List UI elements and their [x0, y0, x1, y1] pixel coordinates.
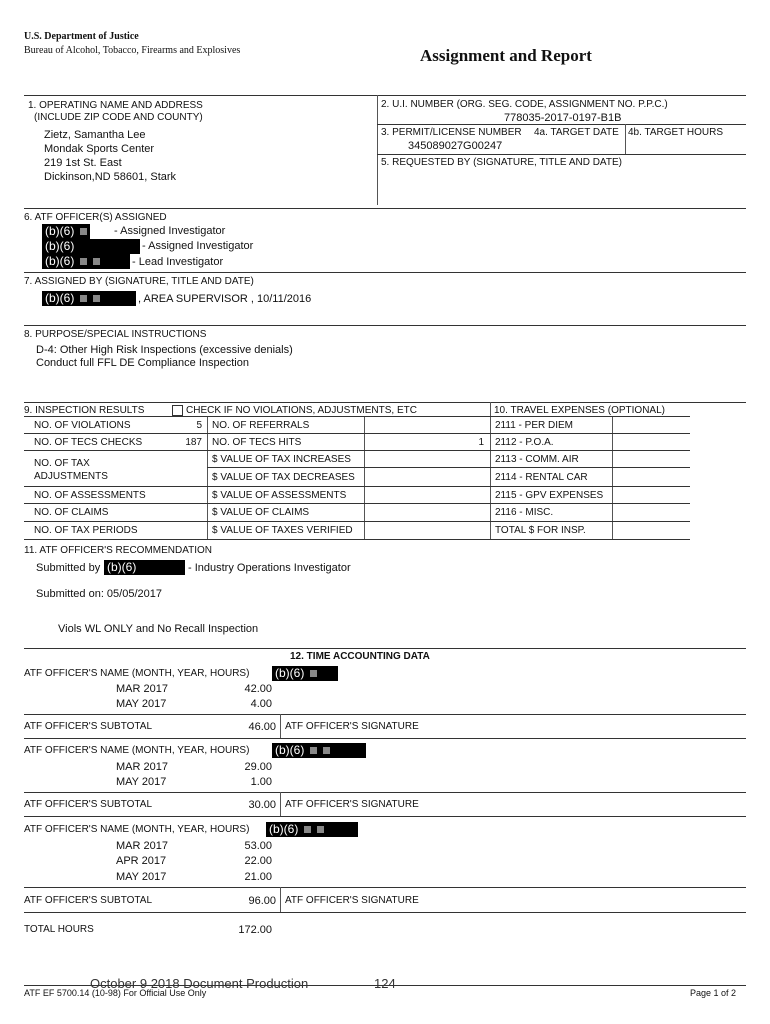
redaction-box: (b)(6)	[42, 224, 90, 239]
check-label: CHECK IF NO VIOLATIONS, ADJUSTMENTS, ETC	[186, 405, 417, 416]
time-month: MAR 2017	[116, 761, 168, 773]
divider	[24, 272, 746, 273]
result-label: $ VALUE OF CLAIMS	[212, 507, 310, 518]
address-line: 219 1st St. East	[44, 157, 122, 169]
divider	[280, 714, 281, 738]
signature-label: ATF OFFICER'S SIGNATURE	[285, 721, 419, 732]
expense-label: TOTAL $ FOR INSP.	[495, 525, 586, 536]
operating-address	[44, 128, 176, 184]
result-label: $ VALUE OF ASSESSMENTS	[212, 490, 347, 501]
s6-label: 6. ATF OFFICER(S) ASSIGNED	[24, 212, 167, 223]
officer-role: - Lead Investigator	[132, 256, 224, 268]
signature-label: ATF OFFICER'S SIGNATURE	[285, 895, 419, 906]
divider	[377, 95, 378, 205]
redaction-box: (b)(6)	[266, 822, 358, 837]
result-label: $ VALUE OF TAXES VERIFIED	[212, 525, 353, 536]
s2-label: 2. U.I. NUMBER (ORG. SEG. CODE, ASSIGNMENT NO. P.P.C.)	[381, 99, 668, 110]
expense-label: 2113 - COMM. AIR	[495, 454, 579, 465]
divider	[24, 912, 746, 913]
form-number: ATF EF 5700.14 (10-98) For Official Use Only	[24, 988, 207, 998]
redaction-box: (b)(6)	[42, 239, 140, 254]
divider	[280, 887, 281, 912]
subtotal-label: ATF OFFICER'S SUBTOTAL	[24, 721, 153, 732]
expense-label: 2116 - MISC.	[495, 507, 554, 518]
production-page-number: 124	[374, 976, 396, 991]
result-value: 187	[185, 437, 202, 448]
time-hours: 22.00	[244, 855, 272, 867]
page-indicator: Page 1 of 2	[690, 988, 737, 998]
divider	[24, 738, 746, 739]
instruction-line: D-4: Other High Risk Inspections (excessive denials)	[36, 344, 293, 356]
s1-sublabel: (INCLUDE ZIP CODE AND COUNTY)	[34, 112, 203, 123]
s5-label: 5. REQUESTED BY (SIGNATURE, TITLE AND DATE)	[381, 157, 622, 168]
redaction-box: (b)(6)	[272, 743, 366, 758]
recommendation-note: Viols WL ONLY and No Recall Inspection	[58, 623, 259, 635]
result-label: NO. OF TAX PERIODS	[34, 525, 138, 536]
officer-name-label: ATF OFFICER'S NAME (MONTH, YEAR, HOURS)	[24, 745, 250, 756]
result-value: 1	[478, 437, 484, 448]
result-label: $ VALUE OF TAX DECREASES	[212, 472, 355, 483]
time-hours: 42.00	[244, 683, 272, 695]
form-title: Assignment and Report	[420, 46, 592, 65]
divider	[490, 402, 491, 540]
time-hours: 21.00	[244, 871, 272, 883]
expense-label: 2115 - GPV EXPENSES	[495, 490, 604, 501]
divider	[24, 503, 690, 504]
divider	[24, 325, 746, 326]
redaction-box: (b)(6)	[42, 254, 130, 269]
divider	[24, 208, 746, 209]
s8-label: 8. PURPOSE/SPECIAL INSTRUCTIONS	[24, 329, 207, 340]
time-hours: 4.00	[250, 698, 272, 710]
divider	[280, 792, 281, 816]
instruction-line: Conduct full FFL DE Compliance Inspection	[36, 357, 249, 369]
result-label: NO. OF TECS HITS	[212, 437, 302, 448]
divider	[24, 887, 746, 888]
officer-role: - Assigned Investigator	[142, 240, 254, 252]
result-label: NO. OF REFERRALS	[212, 420, 310, 431]
time-month: MAY 2017	[116, 698, 167, 710]
divider	[24, 648, 746, 649]
address-line: Mondak Sports Center	[44, 143, 155, 155]
redaction-box: (b)(6)	[42, 291, 136, 306]
bureau-name: Bureau of Alcohol, Tobacco, Firearms and Explosives	[24, 45, 241, 56]
s7-label: 7. ASSIGNED BY (SIGNATURE, TITLE AND DATE)	[24, 276, 254, 287]
divider	[207, 467, 690, 468]
divider	[24, 433, 690, 434]
s12-label: 12. TIME ACCOUNTING DATA	[290, 651, 430, 662]
result-value: 5	[196, 420, 202, 431]
no-violations-checkbox[interactable]	[172, 405, 183, 416]
production-watermark: October 9 2018 Document Production	[90, 976, 309, 991]
time-month: MAY 2017	[116, 871, 167, 883]
divider	[24, 416, 690, 417]
result-label: NO. OF ASSESSMENTS	[34, 490, 146, 501]
officer-name-label: ATF OFFICER'S NAME (MONTH, YEAR, HOURS)	[24, 668, 250, 679]
signature-label: ATF OFFICER'S SIGNATURE	[285, 799, 419, 810]
subtotal-label: ATF OFFICER'S SUBTOTAL	[24, 799, 153, 810]
time-month: MAR 2017	[116, 840, 168, 852]
redaction-box: (b)(6)	[272, 666, 338, 681]
time-month: APR 2017	[116, 855, 167, 867]
result-label: NO. OF TAX ADJUSTMENTS	[34, 458, 108, 482]
result-label: $ VALUE OF TAX INCREASES	[212, 454, 351, 465]
subtotal-value: 96.00	[248, 895, 276, 907]
department-name: U.S. Department of Justice	[24, 31, 139, 42]
expense-label: 2111 - PER DIEM	[495, 420, 573, 431]
divider	[24, 539, 690, 540]
s1-label: 1. OPERATING NAME AND ADDRESS	[28, 100, 203, 111]
divider	[625, 124, 626, 154]
time-hours: 53.00	[244, 840, 272, 852]
assigned-by-value: , AREA SUPERVISOR , 10/11/2016	[138, 293, 312, 305]
submitted-by-label: Submitted by	[36, 562, 101, 574]
divider	[24, 95, 746, 96]
expense-label: 2114 - RENTAL CAR	[495, 472, 588, 483]
submitted-on: Submitted on: 05/05/2017	[36, 588, 162, 600]
divider	[24, 714, 746, 715]
ui-number: 778035-2017-0197-B1B	[504, 112, 622, 124]
result-label: NO. OF TECS CHECKS	[34, 437, 143, 448]
divider	[24, 816, 746, 817]
subtotal-value: 30.00	[248, 799, 276, 811]
s3-label: 3. PERMIT/LICENSE NUMBER	[381, 127, 522, 138]
divider	[24, 985, 746, 986]
time-month: MAY 2017	[116, 776, 167, 788]
address-line: Dickinson,ND 58601, Stark	[44, 171, 177, 183]
officer-role: - Assigned Investigator	[114, 225, 226, 237]
redaction-box: (b)(6)	[104, 560, 185, 575]
permit-number: 345089027G00247	[408, 140, 503, 152]
result-label: NO. OF VIOLATIONS	[34, 420, 131, 431]
expense-label: 2112 - P.O.A.	[495, 437, 554, 448]
divider	[24, 521, 690, 522]
total-hours-value: 172.00	[238, 924, 272, 936]
submitter-role: - Industry Operations Investigator	[188, 562, 351, 574]
time-hours: 1.00	[250, 776, 272, 788]
time-hours: 29.00	[244, 761, 272, 773]
s11-label: 11. ATF OFFICER'S RECOMMENDATION	[24, 545, 213, 556]
divider	[377, 154, 746, 155]
subtotal-label: ATF OFFICER'S SUBTOTAL	[24, 895, 153, 906]
divider	[24, 486, 690, 487]
divider	[24, 402, 746, 403]
total-hours-label: TOTAL HOURS	[24, 924, 94, 935]
address-line: Zietz, Samantha Lee	[44, 129, 146, 141]
divider	[377, 124, 746, 125]
time-month: MAR 2017	[116, 683, 168, 695]
officer-name-label: ATF OFFICER'S NAME (MONTH, YEAR, HOURS)	[24, 824, 250, 835]
s9-label: 9. INSPECTION RESULTS	[24, 405, 145, 416]
s10-label: 10. TRAVEL EXPENSES (OPTIONAL)	[494, 405, 665, 416]
subtotal-value: 46.00	[248, 721, 276, 733]
divider	[24, 450, 690, 451]
divider	[24, 792, 746, 793]
target-hours-label: 4b. TARGET HOURS	[628, 127, 724, 138]
target-date-label: 4a. TARGET DATE	[534, 127, 619, 138]
result-label: NO. OF CLAIMS	[34, 507, 109, 518]
